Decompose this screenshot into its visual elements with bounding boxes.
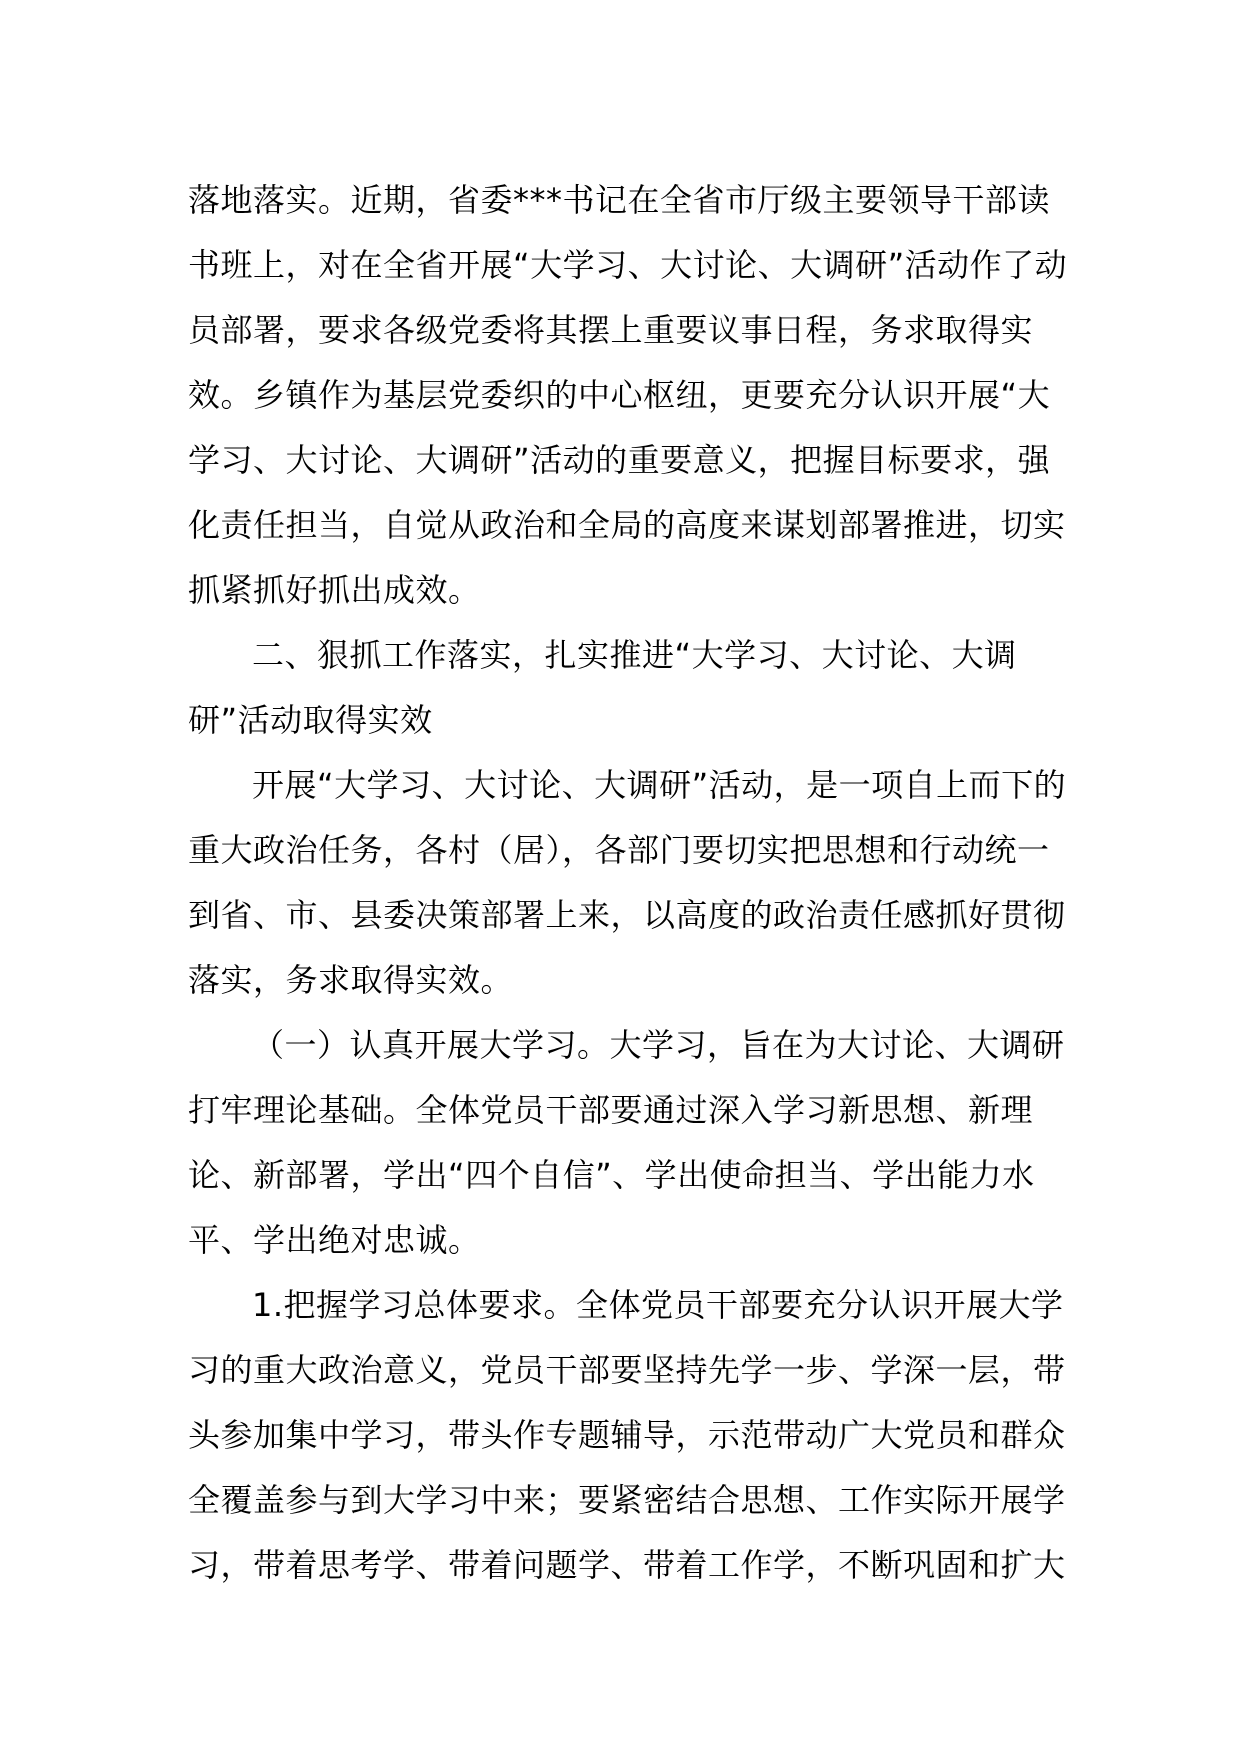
section-heading-two: 二、狠抓工作落实，扎实推进“大学习、大讨论、大调研”活动取得实效 [188, 636, 1017, 739]
document-body [188, 168, 1078, 1598]
paragraph-intro: 开展“大学习、大讨论、大调研”活动，是一项自上而下的重大政治任务，各村（居），各部门要切实把思想和行动统一到省、市、县委决策部署上来，以高度的政治责任感抓好贯彻落实，务求取得实效。 [188, 766, 1067, 999]
subsection-heading-one: （一）认真开展大学习。大学习，旨在为大讨论、大调研打牢理论基础。全体党员干部要通过深入学习新思想、新理论、新部署，学出“四个自信”、学出使命担当、学出能力水平、学出绝对忠诚。 [188, 1026, 1065, 1259]
paragraph-continuation: 落地落实。近期，省委***书记在全省市厅级主要领导干部读书班上，对在全省开展“大学习、大讨论、大调研”活动作了动员部署，要求各级党委将其摆上重要议事日程，务求取得实效。乡镇作为基层党委织的中心枢纽，更要充分认识开展“大学习、大讨论、大调研”活动的重要意义，把握目标要求，强化责任担当，自觉从政治和全局的高度来谋划部署推进，切实抓紧抓好抓出成效。 [188, 181, 1068, 609]
list-item-one: 1.把握学习总体要求。全体党员干部要充分认识开展大学习的重大政治意义，党员干部要坚持先学一步、学深一层，带头参加集中学习，带头作专题辅导，示范带动广大党员和群众全覆盖参与到大学习中来；要紧密结合思想、工作实际开展学习，带着思考学、带着问题学、带着工作学，不断巩固和扩大 [188, 1286, 1066, 1584]
